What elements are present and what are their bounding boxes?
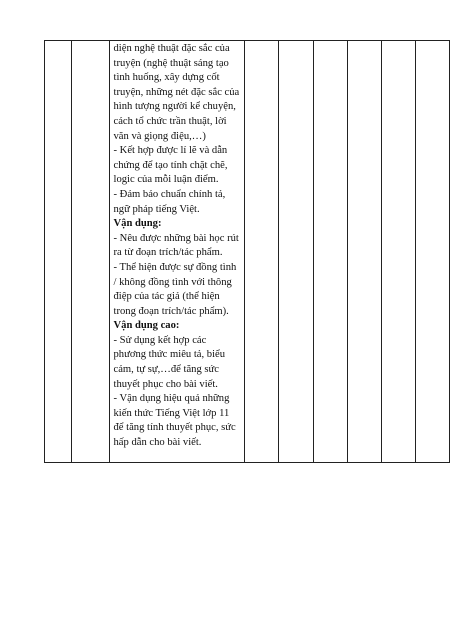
text-line: - Nêu được những bài học rút <box>113 232 239 244</box>
text-line: - Thể hiện được sự đồng tình <box>113 261 237 273</box>
table-cell-empty <box>415 41 449 463</box>
text-line: tình huống, xây dựng cốt <box>113 72 220 84</box>
text-line: hình tượng người kể chuyện, <box>113 101 236 113</box>
text-line: ra từ đoạn trích/tác phẩm. <box>113 247 223 259</box>
text-line: phương thức miêu tả, biểu <box>113 349 226 361</box>
section-heading: Vận dụng: <box>113 218 162 230</box>
table-cell-empty <box>313 41 347 463</box>
table-cell-empty <box>45 41 72 463</box>
text-line: - Đảm bảo chuẩn chính tả, <box>113 188 226 200</box>
text-line: để tăng tính thuyết phục, sức <box>113 422 236 434</box>
text-line: truyện (nghệ thuật sáng tạo <box>113 57 229 69</box>
section-heading: Vận dụng cao: <box>113 320 180 332</box>
text-line: - Vận dụng hiệu quả những <box>113 393 230 405</box>
table-row <box>45 41 450 463</box>
text-line: kiến thức Tiếng Việt lớp 11 <box>113 407 230 419</box>
text-line: / không đồng tình với thông <box>113 276 232 288</box>
text-line: cảm, tự sự,…để tăng sức <box>113 364 219 376</box>
text-line: chứng để tạo tính chặt chẽ, <box>113 159 228 171</box>
text-line: văn và giọng điệu,…) <box>113 130 206 142</box>
text-line: - Sử dụng kết hợp các <box>113 334 207 346</box>
text-line: điệp của tác giả (thể hiện <box>113 291 220 303</box>
requirements-cell <box>109 41 245 463</box>
table-cell-empty <box>245 41 279 463</box>
text-line: logic của mỗi luận điểm. <box>113 174 219 186</box>
text-line: cách tổ chức trần thuật, lời <box>113 115 227 127</box>
table-cell-empty <box>347 41 381 463</box>
table-cell-empty <box>279 41 313 463</box>
text-line: trong đoạn trích/tác phẩm). <box>113 305 229 317</box>
text-line: ngữ pháp tiếng Việt. <box>113 203 200 215</box>
table-cell-empty <box>381 41 415 463</box>
table-cell-empty <box>71 41 109 463</box>
text-line: truyện, những nét đặc sắc của <box>113 86 240 98</box>
text-line: diện nghệ thuật đặc sắc của <box>113 43 230 54</box>
text-line: thuyết phục cho bài viết. <box>113 378 218 390</box>
assessment-table <box>44 40 450 463</box>
text-line: hấp dẫn cho bài viết. <box>113 437 202 449</box>
text-line: - Kết hợp được lí lẽ và dẫn <box>113 145 228 157</box>
